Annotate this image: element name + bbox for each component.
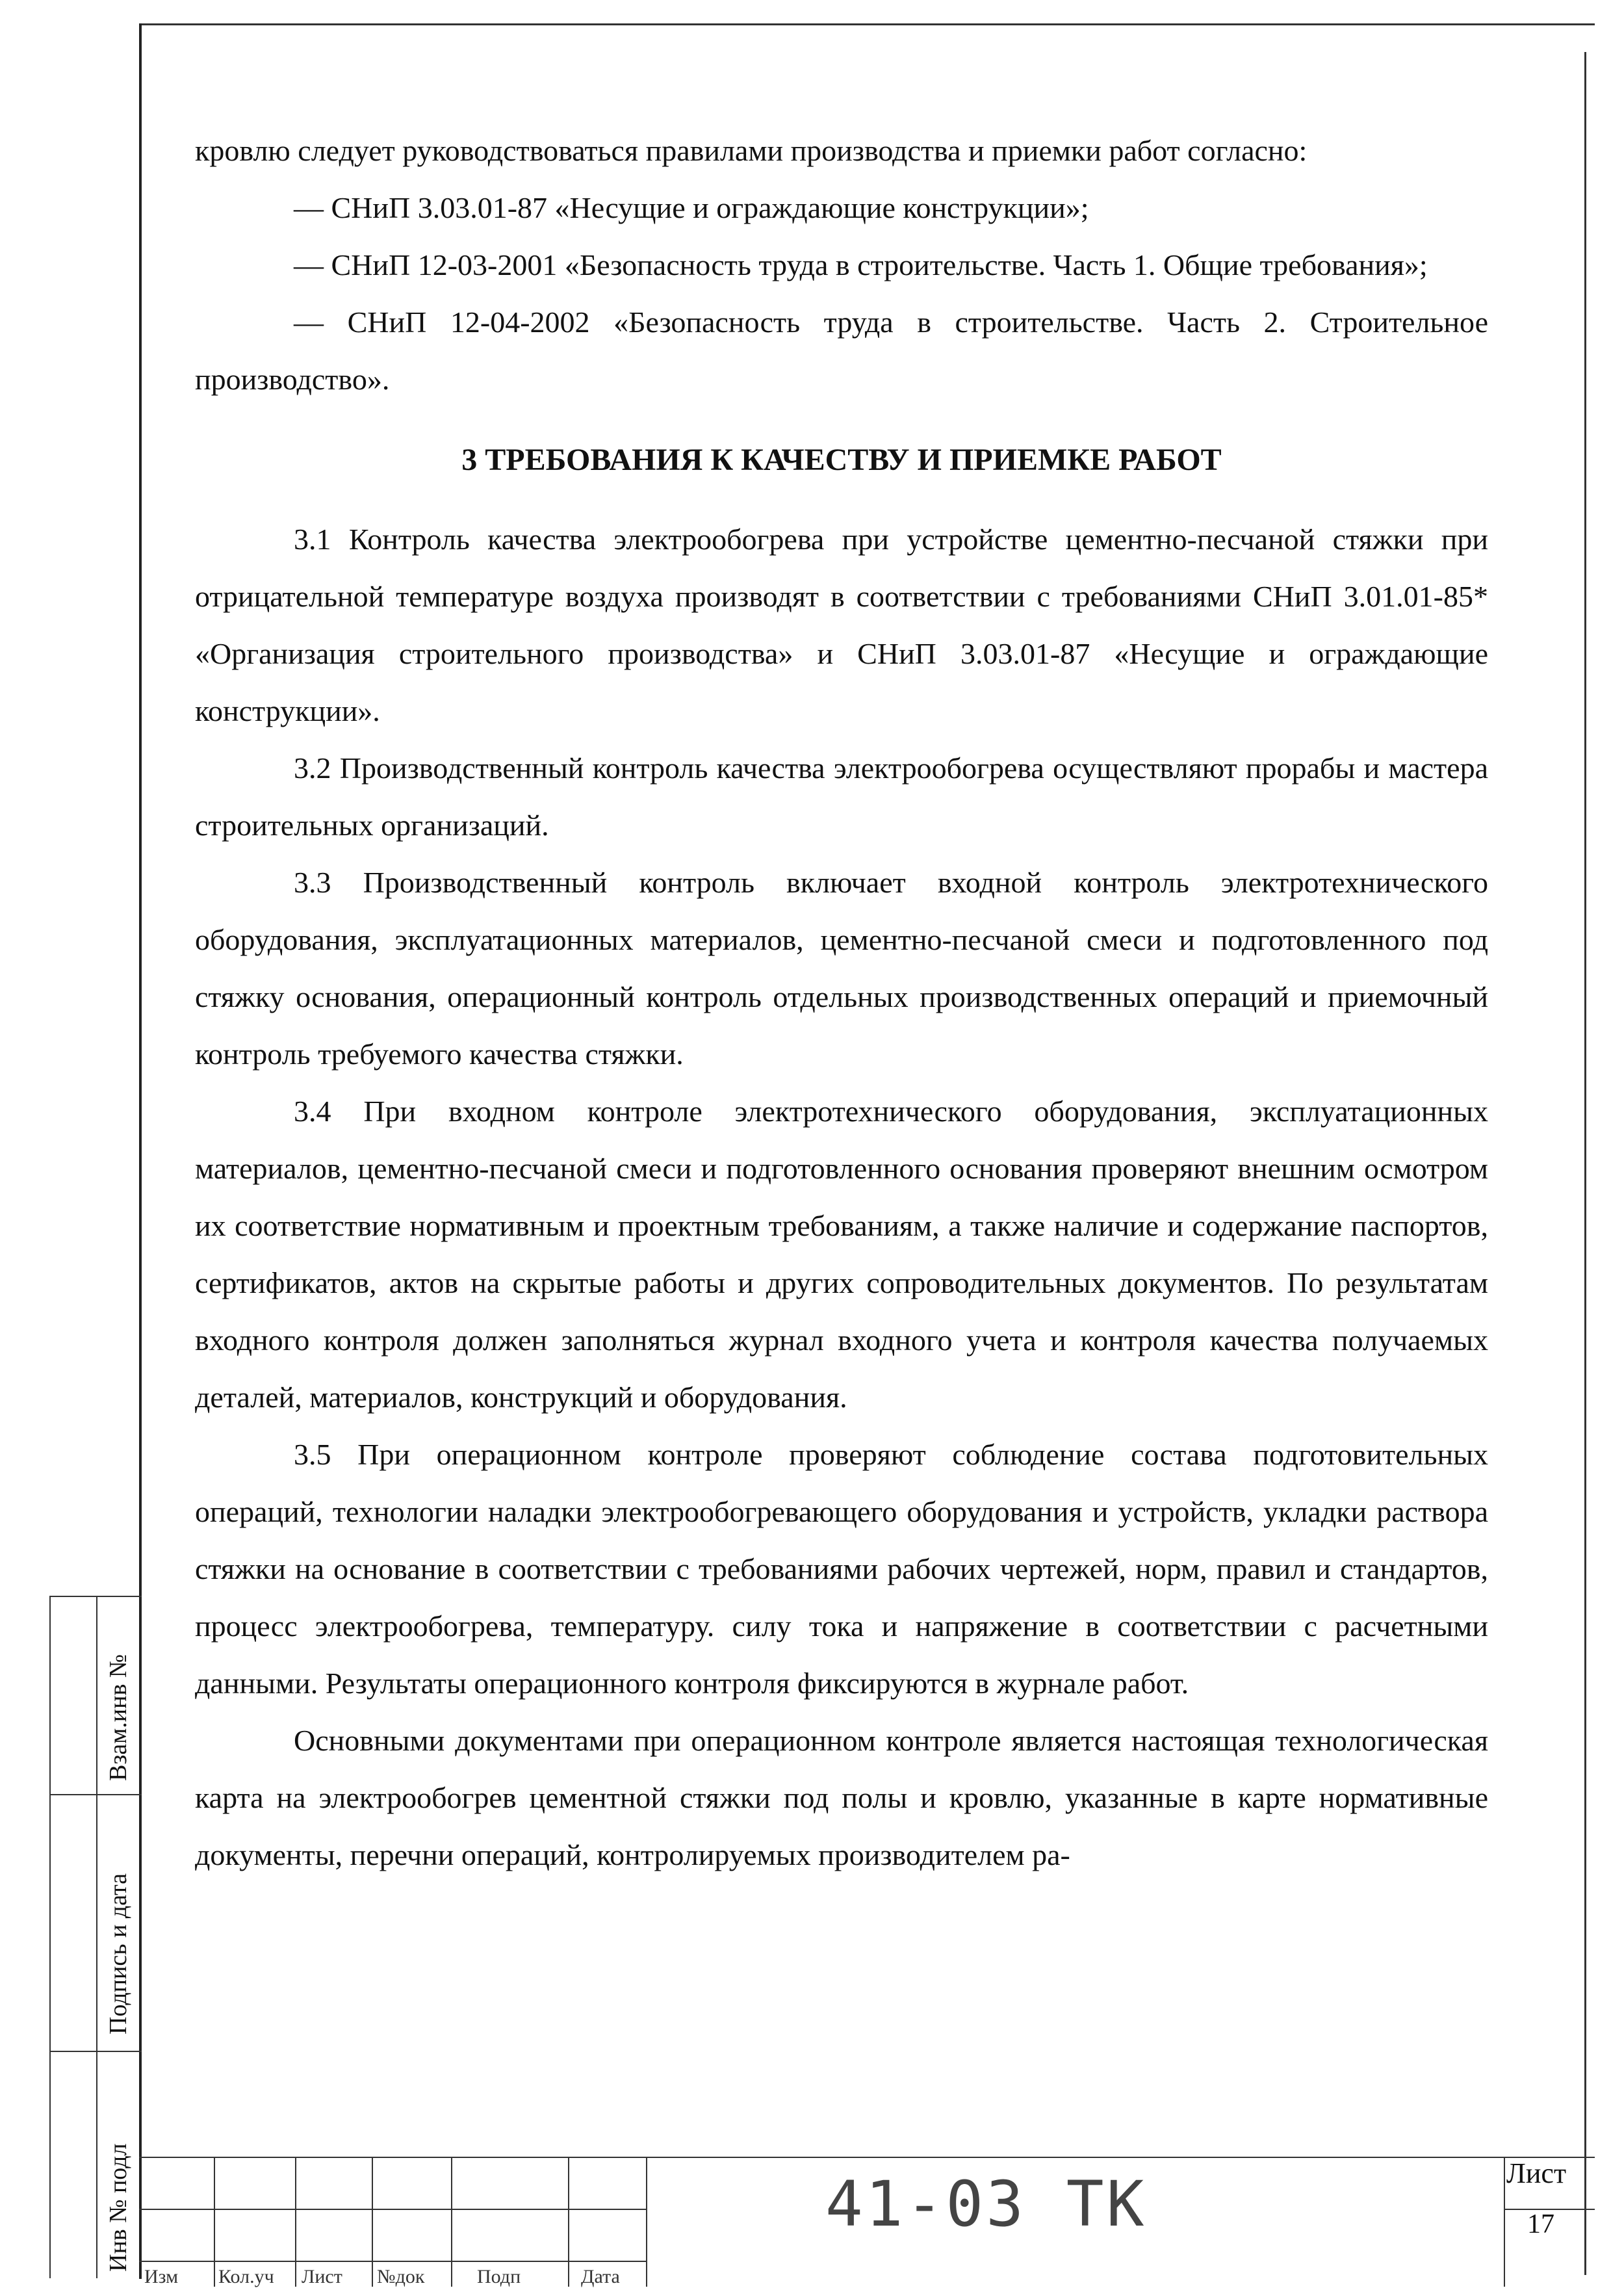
list-item-snip-1: — СНиП 3.03.01-87 «Несущие и ограждающие конструкции»; (294, 191, 1089, 224)
list-item-snip-3: — СНиП 12-04-2002 «Безопасность труда в строительстве. Часть 2. Строительное производство». (195, 306, 1488, 396)
stamp-line (51, 1596, 142, 1597)
title-block-header-izm: Изм (144, 2266, 179, 2287)
stamp-label-podpis: Подпись и дата (105, 1873, 132, 2034)
paragraph-main-documents: Основными документами при операционном контроле является настоящая технологическая карта на электрообогрев цементной стяжки под полы и кровлю, указанные в карте нормативные документы, перечни операций, контролируемых производителем ра- (195, 1724, 1488, 1871)
title-block-line (1504, 2157, 1505, 2287)
paragraph-3-3: 3.3 Производственный контроль включает входной контроль электротехнического оборудования, эксплуатационных материалов, цементно-песчаной смеси и подготовленного под стяжку основания, операционный контроль отдельных производственных операций и приемочный контроль требуемого качества стяжки. (195, 866, 1488, 1071)
title-block-line (139, 2261, 646, 2262)
title-block-line (139, 2209, 646, 2210)
sheet-label: Лист (1506, 2157, 1567, 2189)
left-stamp-column (49, 1596, 142, 2278)
stamp-label-inv: Инв № подл (105, 2143, 132, 2272)
title-block-line (646, 2157, 647, 2287)
list-item-snip-2: — СНиП 12-03-2001 «Безопасность труда в строительстве. Часть 1. Общие требования»; (294, 248, 1428, 281)
paragraph-3-2: 3.2 Производственный контроль качества электрообогрева осуществляют прорабы и мастера строительных организаций. (195, 751, 1488, 842)
title-block-header-ndok: №док (377, 2266, 425, 2287)
title-block-header-list: Лист (302, 2266, 342, 2287)
document-body (195, 122, 1488, 1884)
title-block-line (372, 2157, 373, 2287)
stamp-divider (96, 1596, 97, 2278)
title-block-line (451, 2157, 452, 2287)
page-frame-top (139, 23, 1595, 25)
page-frame-right (1584, 52, 1586, 2275)
stamp-line (51, 2051, 142, 2052)
title-block-line (568, 2157, 569, 2287)
title-block-header-kol: Кол.уч (218, 2266, 274, 2287)
title-block-header-podp: Подп (477, 2266, 521, 2287)
title-block-line (214, 2157, 215, 2287)
stamp-label-vzam: Взам.инв № (105, 1654, 132, 1781)
paragraph-3-5: 3.5 При операционном контроле проверяют соблюдение состава подготовительных операций, технологии наладки электрообогревающего оборудования и устройств, укладки раствора стяжки на основание в соответствии с требованиями рабочих чертежей, норм, правил и стандартов, процесс электрообогрева, температуру. силу тока и напряжение в соответствии с расчетными данными. Результаты операционного контроля фиксируются в журнале работ. (195, 1438, 1488, 1700)
section-heading: 3 ТРЕБОВАНИЯ К КАЧЕСТВУ И ПРИЕМКЕ РАБОТ (461, 443, 1222, 477)
paragraph-3-4: 3.4 При входном контроле электротехнического оборудования, эксплуатационных материалов, цементно-песчаной смеси и подготовленного основания проверяют внешним осмотром их соответствие нормативным и проектным требованиям, а также наличие и содержание паспортов, сертификатов, актов на скрытые работы и других сопроводительных документов. По результатам входного контроля должен заполняться журнал входного учета и контроля качества получаемых деталей, материалов, конструкций и оборудования. (195, 1095, 1488, 1414)
stamp-line (51, 1794, 142, 1795)
title-block-line (139, 2157, 1595, 2158)
paragraph-intro: кровлю следует руководствоваться правилами производства и приемки работ согласно: (195, 134, 1308, 167)
paragraph-3-1: 3.1 Контроль качества электрообогрева при устройстве цементно-песчаной стяжки при отрицательной температуре воздуха производят в соответствии с требованиями СНиП 3.01.01-85* «Организация строительного производства» и СНиП 3.03.01-87 «Несущие и ограждающие конструкции». (195, 523, 1488, 727)
sheet-number: 17 (1527, 2209, 1554, 2239)
title-block-header-data: Дата (581, 2266, 620, 2287)
document-code: 41-03 ТК (825, 2168, 1147, 2241)
title-block-line (295, 2157, 296, 2287)
